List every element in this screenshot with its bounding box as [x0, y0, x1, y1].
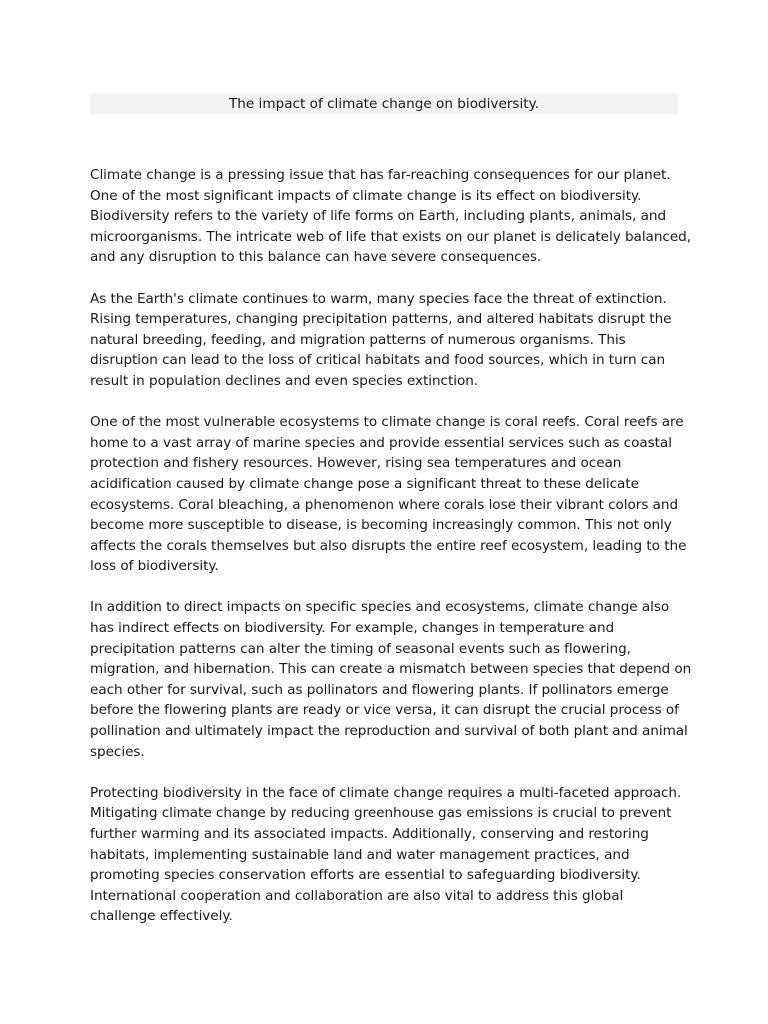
paragraph-5	[90, 783, 682, 927]
text-line: further warming and its associated impacts. Additionally, conserving and restoring	[90, 826, 649, 842]
paragraph-4	[90, 597, 692, 762]
text-line: ecosystems. Coral bleaching, a phenomenon where corals lose their vibrant colors and	[90, 496, 679, 513]
text-line: become more susceptible to disease, is becoming increasingly common. This not only	[90, 517, 672, 534]
text-line: disruption can lead to the loss of critical habitats and food sources, which in turn can	[90, 352, 666, 369]
text-line: One of the most vulnerable ecosystems to climate change is coral reefs. Coral reefs are	[90, 414, 684, 431]
text-line: One of the most significant impacts of climate change is its effect on biodiversity.	[90, 187, 642, 204]
text-line: Rising temperatures, changing precipitation patterns, and altered habitats disrupt the	[90, 311, 672, 328]
paragraph-2	[90, 289, 682, 392]
document-title: The impact of climate change on biodiversity.	[228, 96, 540, 112]
text-line: microorganisms. The intricate web of life that exists on our planet is delicately balanced,	[90, 228, 691, 245]
text-line: International cooperation and collaboration are also vital to address this global	[90, 887, 624, 904]
text-line: loss of biodiversity.	[90, 558, 219, 575]
text-line: Biodiversity refers to the variety of life forms on Earth, including plants, animals, and	[90, 208, 667, 225]
text-line: protection and fishery resources. However, rising sea temperatures and ocean	[90, 455, 622, 472]
text-line: and any disruption to this balance can have severe consequences.	[90, 249, 542, 266]
text-line: affects the corals themselves but also disrupts the entire reef ecosystem, leading to the	[90, 537, 687, 554]
paragraph-1	[90, 165, 691, 268]
text-line: home to a vast array of marine species and provide essential services such as coastal	[90, 434, 672, 451]
text-line: each other for survival, such as pollinators and flowering plants. If pollinators emerge	[90, 681, 669, 698]
text-line: Climate change is a pressing issue that has far-reaching consequences for our planet.	[90, 167, 671, 183]
document-body	[90, 165, 692, 948]
text-line: species.	[90, 743, 145, 760]
text-line: As the Earth's climate continues to warm, many species face the threat of extinction.	[90, 290, 667, 307]
text-line: has indirect effects on biodiversity. For example, changes in temperature and	[90, 620, 615, 637]
text-line: pollination and ultimately impact the reproduction and survival of both plant and animal	[90, 723, 688, 740]
paragraph-3	[90, 412, 687, 577]
text-line: challenge effectively.	[90, 908, 233, 925]
text-line: migration, and hibernation. This can create a mismatch between species that depend on	[90, 661, 692, 678]
text-line: Protecting biodiversity in the face of climate change requires a multi-faceted approach.	[90, 784, 682, 801]
text-line: before the flowering plants are ready or vice versa, it can disrupt the crucial process of	[90, 702, 679, 719]
text-line: habitats, implementing sustainable land and water management practices, and	[90, 846, 630, 863]
text-line: In addition to direct impacts on specific species and ecosystems, climate change also	[90, 599, 670, 616]
text-line: Mitigating climate change by reducing greenhouse gas emissions is crucial to prevent	[90, 805, 672, 822]
text-line: precipitation patterns can alter the timing of seasonal events such as flowering,	[90, 640, 631, 657]
text-line: promoting species conservation efforts are essential to safeguarding biodiversity.	[90, 867, 641, 884]
text-line: acidification caused by climate change pose a significant threat to these delicate	[90, 475, 639, 492]
text-line: natural breeding, feeding, and migration patterns of numerous organisms. This	[90, 331, 626, 348]
text-line: result in population declines and even species extinction.	[90, 372, 479, 389]
